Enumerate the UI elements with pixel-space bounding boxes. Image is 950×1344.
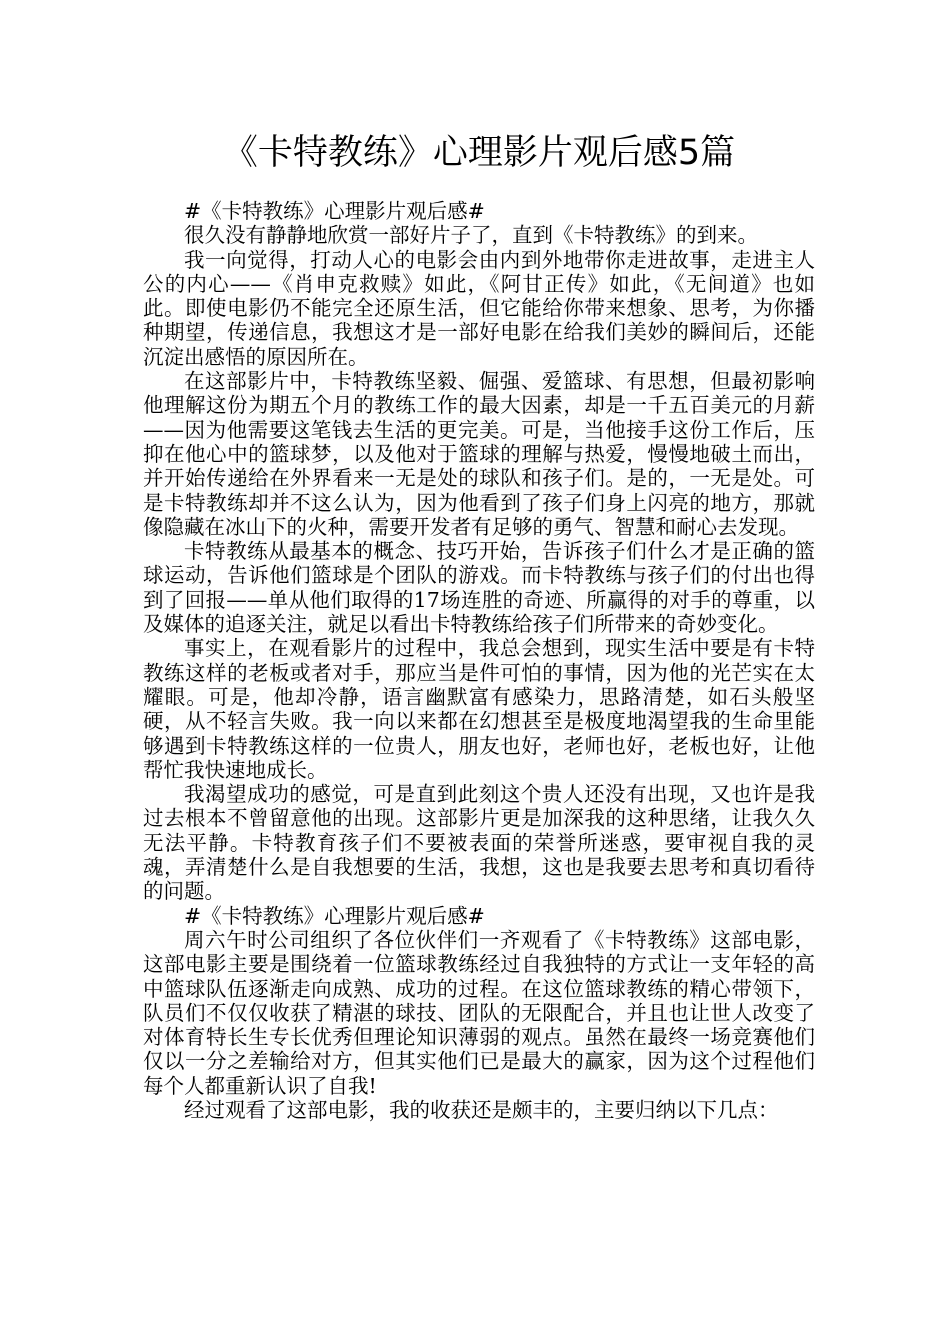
- paragraph: 经过观看了这部电影，我的收获还是颇丰的，主要归纳以下几点：: [184, 1097, 779, 1122]
- paragraph: 我一向觉得，打动人心的电影会由内到外地带你走进故事，走进主人公的内心——《肖申克救赎》如此，《阿甘正传》如此，《无间道》也如此。即使电影仍不能完全还原生活，但它能给你带来想象、思考，为你播种期望，传递信息，我想这才是一部好电影在给我们美妙的瞬间后，还能沉淀出感悟的原因所在。: [143, 247, 815, 369]
- paragraph: 卡特教练从最基本的概念、技巧开始，告诉孩子们什么才是正确的篮球运动，告诉他们篮球是个团队的游戏。而卡特教练与孩子们的付出也得到了回报——单从他们取得的17场连胜的奇迹、所赢得的对手的尊重，以及媒体的追逐关注，就足以看出卡特教练给孩子们所带来的奇妙变化。: [143, 539, 815, 637]
- paragraph: 很久没有静静地欣赏一部好片子了，直到《卡特教练》的到来。: [184, 223, 758, 248]
- document-title: 《卡特教练》心理影片观后感5篇: [222, 133, 736, 173]
- section-heading-2: #《卡特教练》心理影片观后感#: [184, 903, 485, 928]
- paragraph: 事实上，在观看影片的过程中，我总会想到，现实生活中要是有卡特教练这样的老板或者对手，那应当是件可怕的事情，因为他的光芒实在太耀眼。可是，他却冷静，语言幽默富有感染力，思路清楚，如石头般坚硬，从不轻言失败。我一向以来都在幻想甚至是极度地渴望我的生命里能够遇到卡特教练这样的一位贵人，朋友也好，老师也好，老板也好，让他帮忙我快速地成长。: [143, 636, 815, 782]
- document-body: [143, 199, 815, 1122]
- paragraph: 周六午时公司组织了各位伙伴们一齐观看了《卡特教练》这部电影，这部电影主要是围绕着一位篮球教练经过自我独特的方式让一支年轻的高中篮球队伍逐渐走向成熟、成功的过程。在这位篮球教练的精心带领下，队员们不仅仅收获了精湛的球技、团队的无限配合，并且也让世人改变了对体育特长生专长优秀但理论知识薄弱的观点。虽然在最终一场竞赛他们仅以一分之差输给对方，但其实他们已是最大的赢家，因为这个过程他们每个人都重新认识了自我!: [143, 927, 815, 1098]
- paragraph: 我渴望成功的感觉，可是直到此刻这个贵人还没有出现，又也许是我过去根本不曾留意他的出现。这部影片更是加深我的这种思绪，让我久久无法平静。卡特教育孩子们不要被表面的荣誉所迷惑，要审视自我的灵魂，弄清楚什么是自我想要的生活，我想，这也是我要去思考和真切看待的问题。: [143, 782, 815, 904]
- section-heading-1: #《卡特教练》心理影片观后感#: [184, 199, 485, 223]
- paragraph: 在这部影片中，卡特教练坚毅、倔强、爱篮球、有思想，但最初影响他理解这份为期五个月的教练工作的最大因素，却是一千五百美元的月薪——因为他需要这笔钱去生活的更完美。可是，当他接手这份工作后，压抑在他心中的篮球梦，以及他对于篮球的理解与热爱，慢慢地破土而出，并开始传递给在外界看来一无是处的球队和孩子们。是的，一无是处。可是卡特教练却并不这么认为，因为他看到了孩子们身上闪亮的地方，那就像隐藏在冰山下的火种，需要开发者有足够的勇气、智慧和耐心去发现。: [143, 369, 815, 539]
